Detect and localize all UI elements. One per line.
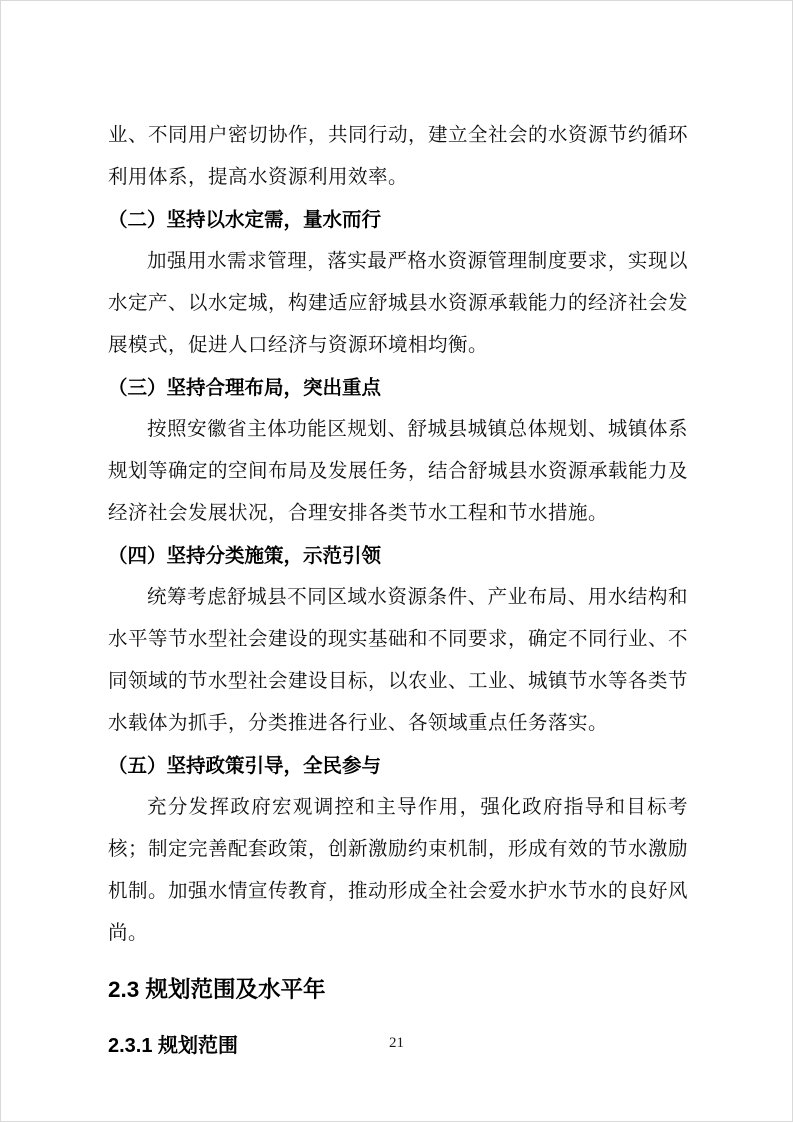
principle-body-5: 充分发挥政府宏观调控和主导作用，强化政府指导和目标考核；制定完善配套政策，创新激励约束机制，形成有效的节水激励机制。加强水情宣传教育，推动形成全社会爱水护水节水的良好风尚。: [108, 797, 689, 944]
principle-heading-2: （二）坚持以水定需，量水而行: [108, 209, 382, 231]
principle-body-3: 按照安徽省主体功能区规划、舒城县城镇总体规划、城镇体系规划等确定的空间布局及发展任务，结合舒城县水资源承载能力及经济社会发展状况，合理安排各类节水工程和节水措施。: [108, 419, 689, 524]
principle-heading-4: （四）坚持分类施策，示范引领: [108, 545, 382, 567]
paragraph-continuation: 业、不同用户密切协作，共同行动，建立全社会的水资源节约循环利用体系，提高水资源利用效率。: [108, 125, 689, 188]
principle-heading-3: （三）坚持合理布局，突出重点: [108, 377, 382, 399]
page-number: 21: [389, 1035, 404, 1051]
page-content: [108, 115, 688, 1067]
principle-body-2: 加强用水需求管理，落实最严格水资源管理制度要求，实现以水定产、以水定城，构建适应舒城县水资源承载能力的经济社会发展模式，促进人口经济与资源环境相均衡。: [108, 251, 689, 356]
principle-heading-5: （五）坚持政策引导，全民参与: [108, 755, 382, 777]
chapter-heading: 2.3 规划范围及水平年: [108, 977, 326, 1002]
subsection-heading: 2.3.1 规划范围: [108, 1035, 239, 1057]
principle-body-4: 统筹考虑舒城县不同区域水资源条件、产业布局、用水结构和水平等节水型社会建设的现实基础和不同要求，确定不同行业、不同领域的节水型社会建设目标，以农业、工业、城镇节水等各类节水载体为抓手，分类推进各行业、各领域重点任务落实。: [108, 587, 689, 734]
